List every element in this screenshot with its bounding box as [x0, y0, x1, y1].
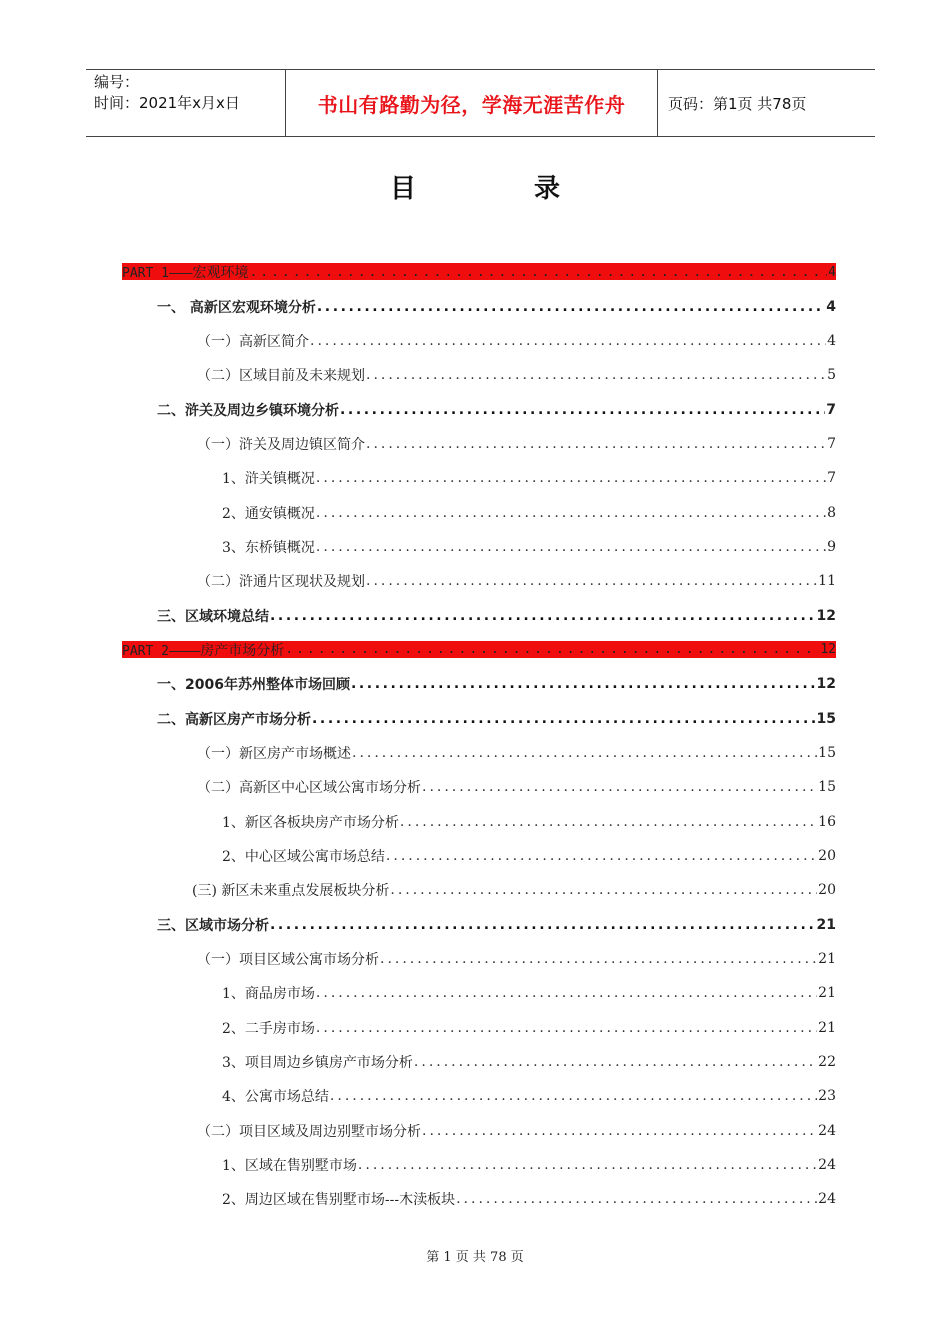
dot-leader	[310, 333, 826, 349]
toc-entry-label: (三) 新区未来重点发展板块分析	[192, 883, 390, 900]
toc-entry[interactable]	[122, 530, 836, 564]
toc-page-number: 8	[827, 504, 836, 521]
dot-leader	[249, 265, 827, 280]
toc-page-number: 12	[820, 642, 836, 658]
dot-leader	[270, 608, 816, 624]
toc-entry-text	[122, 640, 284, 660]
toc-entry-text	[197, 434, 365, 454]
dot-leader	[380, 951, 817, 967]
dot-leader	[317, 299, 825, 315]
toc-entry[interactable]	[122, 942, 836, 976]
toc-entry-label: （一）高新区简介	[197, 333, 309, 350]
toc-entry-label: 2、二手房市场	[222, 1020, 315, 1037]
toc-entry-label: 4、公寓市场总结	[222, 1089, 329, 1106]
date-label: 时间：2021年x月x日	[94, 94, 240, 112]
toc-entry-text	[222, 1155, 357, 1175]
toc-entry[interactable]	[122, 324, 836, 358]
header-motto: 书山有路勤为径，学海无涯苦作舟	[286, 70, 658, 136]
toc-entry[interactable]	[122, 839, 836, 873]
dot-leader	[340, 402, 825, 418]
dot-leader	[422, 1123, 817, 1139]
toc-page-number: 7	[827, 435, 836, 452]
dot-leader	[366, 573, 817, 589]
toc-entry-text	[222, 537, 315, 557]
toc-entry-text	[197, 949, 379, 969]
dot-leader	[351, 676, 816, 692]
toc-entry-text	[157, 400, 339, 420]
dot-leader	[316, 505, 826, 521]
toc-entry-text	[157, 297, 316, 317]
toc-page-number: 12	[816, 676, 836, 693]
header-meta	[86, 70, 286, 136]
toc-entry-text	[197, 743, 351, 763]
toc-page-number: 24	[818, 1157, 836, 1174]
toc-page-number: 4	[827, 332, 836, 349]
toc-page-number: 5	[827, 367, 836, 384]
toc-entry[interactable]	[122, 427, 836, 461]
toc-entry[interactable]	[122, 701, 836, 735]
toc-entry-text	[157, 674, 350, 694]
toc-entry-text	[192, 880, 389, 900]
toc-entry-label: 2、通安镇概况	[222, 505, 315, 522]
toc-entry-label: （二）浒通片区现状及规划	[197, 574, 365, 591]
toc-entry-label: 二、浒关及周边乡镇环境分析	[157, 402, 339, 419]
toc-entry[interactable]	[122, 289, 836, 323]
dot-leader	[316, 1020, 817, 1036]
toc-entry[interactable]	[122, 770, 836, 804]
toc-entry[interactable]	[122, 1182, 836, 1216]
toc-entry-text	[222, 503, 315, 523]
toc-entry-text	[197, 777, 421, 797]
toc-page-number: 11	[818, 573, 836, 590]
toc-entry-label: 二、高新区房产市场分析	[157, 711, 311, 728]
toc-entry-label: （二）区域目前及未来规划	[197, 368, 365, 385]
toc-entry-label: 三、区域环境总结	[157, 608, 269, 625]
toc-entry[interactable]	[122, 461, 836, 495]
toc-entry-label: 1、区域在售别墅市场	[222, 1158, 357, 1175]
toc-entry[interactable]	[122, 392, 836, 426]
serial-label: 编号：	[94, 73, 140, 91]
toc-page-number: 7	[827, 470, 836, 487]
dot-leader	[270, 917, 816, 933]
toc-page-number: 21	[818, 951, 836, 968]
toc-part-title: 房产市场分析	[200, 642, 285, 659]
toc-entry[interactable]	[122, 1079, 836, 1113]
toc-entry[interactable]	[122, 564, 836, 598]
toc-page-number: 15	[818, 744, 836, 761]
dot-leader	[366, 436, 826, 452]
toc-entry[interactable]	[122, 1011, 836, 1045]
toc-entry[interactable]	[122, 1114, 836, 1148]
dot-leader	[386, 848, 817, 864]
toc-entry-text	[222, 468, 315, 488]
toc-entry-text	[157, 709, 311, 729]
dot-leader	[414, 1054, 817, 1070]
toc-entry-label: 1、商品房市场	[222, 986, 315, 1003]
dot-leader	[456, 1191, 817, 1207]
toc-entry[interactable]	[122, 805, 836, 839]
toc-page-number: 21	[818, 1019, 836, 1036]
toc-part-heading[interactable]	[122, 633, 836, 667]
page-footer: 第 1 页 共 78 页	[426, 1250, 524, 1265]
toc-entry-label: 三、区域市场分析	[157, 917, 269, 934]
toc-entry[interactable]	[122, 736, 836, 770]
dot-leader	[422, 779, 817, 795]
toc-entry[interactable]	[122, 873, 836, 907]
toc-entry[interactable]	[122, 495, 836, 529]
toc-entry-label: （一）浒关及周边镇区简介	[197, 436, 365, 453]
toc-part-title: 宏观环境	[192, 265, 249, 282]
dot-leader	[316, 470, 826, 486]
toc-entry-label: 2、周边区域在售别墅市场---木渎板块	[222, 1192, 456, 1209]
dot-leader	[312, 711, 816, 727]
toc-entry-text	[222, 983, 315, 1003]
toc-entry[interactable]	[122, 598, 836, 632]
toc-entry[interactable]	[122, 976, 836, 1010]
toc-page-number: 4	[826, 298, 836, 315]
toc-entry-label: （一）项目区域公寓市场分析	[197, 952, 379, 969]
toc-entry-label: （二）高新区中心区域公寓市场分析	[197, 780, 421, 797]
toc-entry-label: （二）项目区域及周边别墅市场分析	[197, 1123, 421, 1140]
toc-entry-text	[197, 1121, 421, 1141]
toc-entry-label: 一、2006年苏州整体市场回顾	[157, 677, 350, 694]
toc-page-number: 24	[818, 1122, 836, 1139]
dot-leader	[316, 985, 817, 1001]
toc-entry-text	[197, 365, 365, 385]
toc-entry-text	[222, 1052, 413, 1072]
dot-leader	[285, 642, 819, 657]
toc-entry-text	[157, 606, 269, 626]
dot-leader	[366, 367, 826, 383]
toc-part-heading[interactable]	[122, 255, 836, 289]
toc-entry-text	[197, 331, 309, 351]
toc-page-number: 9	[827, 538, 836, 555]
toc-page-number: 20	[818, 848, 836, 865]
toc-entry-text	[157, 915, 269, 935]
toc-entry-text	[222, 1189, 455, 1209]
toc-entry-text	[122, 262, 248, 282]
toc-entry-text	[222, 1018, 315, 1038]
toc-entry-label: 一、 高新区宏观环境分析	[157, 299, 316, 316]
toc-entry[interactable]	[122, 1045, 836, 1079]
toc-page-number: 7	[826, 401, 836, 418]
dot-leader	[390, 882, 817, 898]
toc-entry[interactable]	[122, 908, 836, 942]
table-of-contents	[122, 255, 836, 1217]
header-page-info: 页码：第1页 共78页	[668, 94, 807, 113]
toc-page-number: 21	[816, 916, 836, 933]
toc-entry-label: （一）新区房产市场概述	[197, 745, 351, 762]
toc-entry-label: PART 1———	[122, 266, 193, 282]
toc-page-number: 12	[816, 607, 836, 624]
toc-entry-text	[222, 812, 399, 832]
dot-leader	[400, 814, 817, 830]
toc-entry-text	[222, 846, 385, 866]
toc-entry-label: 2、中心区域公寓市场总结	[222, 849, 385, 866]
toc-page-number: 15	[818, 779, 836, 796]
dot-leader	[330, 1088, 817, 1104]
page-header	[86, 69, 875, 137]
toc-page-number: 21	[818, 985, 836, 1002]
toc-entry-text	[222, 1086, 329, 1106]
toc-entry[interactable]	[122, 358, 836, 392]
toc-page-number: 24	[818, 1191, 836, 1208]
toc-entry-label: 3、东桥镇概况	[222, 539, 315, 556]
dot-leader	[316, 539, 826, 555]
toc-entry-label: 1、新区各板块房产市场分析	[222, 814, 399, 831]
toc-entry[interactable]	[122, 1148, 836, 1182]
dot-leader	[352, 745, 817, 761]
toc-entry-text	[197, 571, 365, 591]
page-title: 目录	[389, 174, 678, 204]
toc-entry-label: 3、项目周边乡镇房产市场分析	[222, 1055, 413, 1072]
toc-page-number: 23	[818, 1088, 836, 1105]
toc-page-number: 4	[828, 264, 836, 280]
toc-entry[interactable]	[122, 667, 836, 701]
toc-entry-label: 1、浒关镇概况	[222, 471, 315, 488]
dot-leader	[358, 1157, 817, 1173]
toc-page-number: 16	[818, 813, 836, 830]
toc-entry-label: PART 2————	[122, 643, 201, 659]
toc-page-number: 15	[816, 710, 836, 727]
toc-page-number: 20	[818, 882, 836, 899]
toc-page-number: 22	[818, 1054, 836, 1071]
